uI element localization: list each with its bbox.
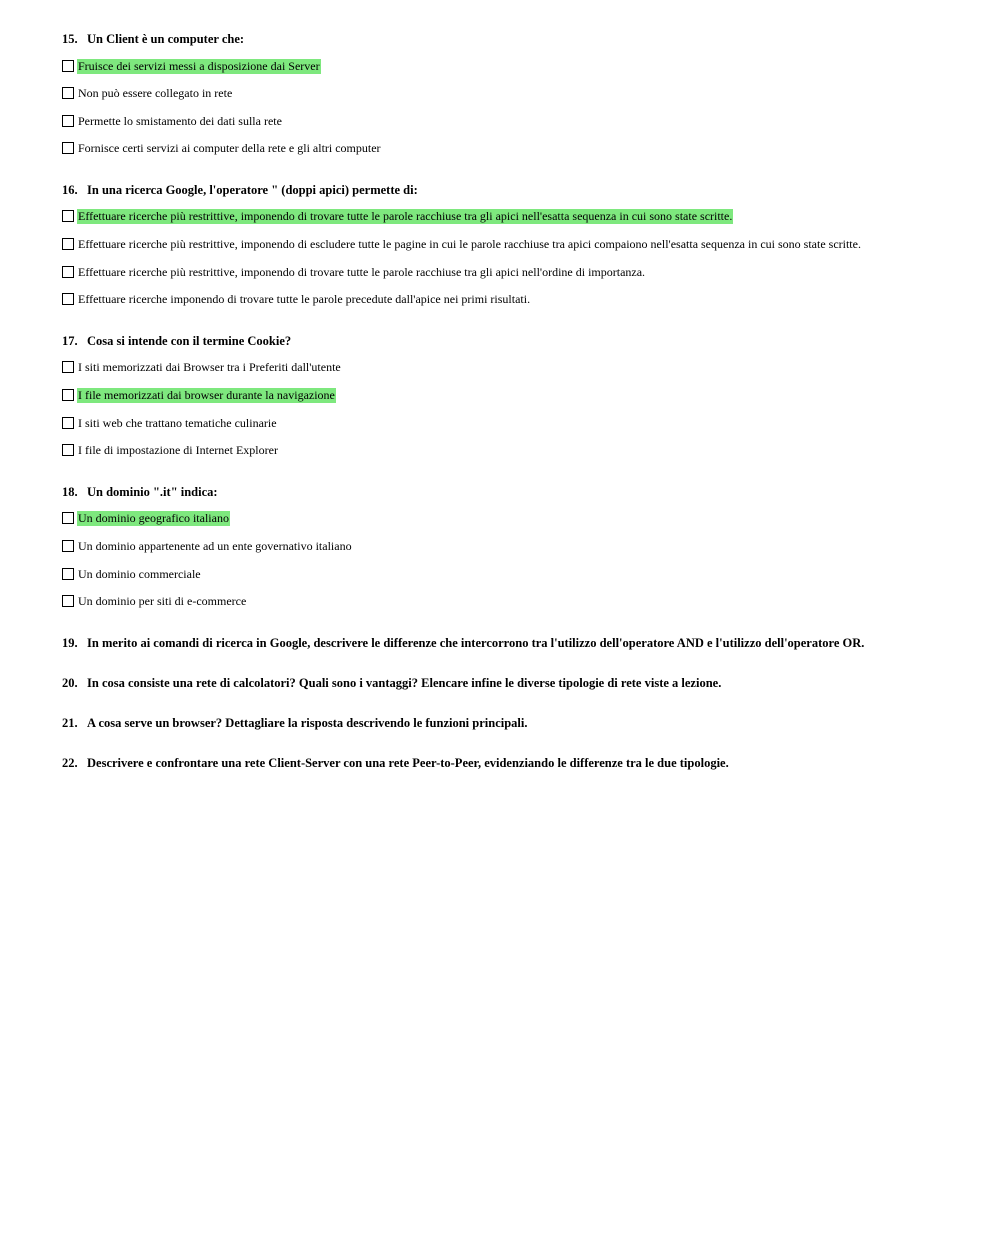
highlighted-answer-text: Effettuare ricerche più restrittive, imponendo di trovare tutte le parole racchiuse tra gli apici nell'esatta sequenza in cui sono state scritte. (78, 208, 733, 223)
answer-checkbox[interactable] (62, 444, 74, 456)
answer-option[interactable] (62, 291, 531, 307)
question-text: Cosa si intende con il termine Cookie? (87, 334, 292, 348)
answer-option[interactable] (62, 566, 202, 582)
question-text: Un dominio ".it" indica: (87, 485, 218, 499)
question-number: 19. (62, 636, 78, 650)
answer-text: I siti memorizzati dai Browser tra i Preferiti dall'utente (78, 359, 341, 374)
answer-text: Non può essere collegato in rete (78, 85, 233, 100)
question-number: 20. (62, 676, 78, 690)
answer-option[interactable] (62, 140, 382, 156)
answer-checkbox[interactable] (62, 540, 74, 552)
question-21-title (62, 715, 528, 731)
question-18-title (62, 484, 218, 500)
question-text: In merito ai comandi di ricerca in Google, descrivere le differenze che intercorrono tra l'utilizzo dell'operatore AND e l'utilizzo dell'operatore OR. (87, 636, 865, 650)
answer-option[interactable] (62, 85, 233, 101)
answer-text: I siti web che trattano tematiche culinarie (78, 415, 277, 430)
answer-text: Effettuare ricerche più restrittive, imponendo di escludere tutte le pagine in cui le parole racchiuse tra apici compaiono nell'esatta sequenza in cui sono state scritte. (78, 236, 861, 251)
question-text: In cosa consiste una rete di calcolatori? Quali sono i vantaggi? Elencare infine le diverse tipologie di rete viste a lezione. (87, 676, 722, 690)
answer-option[interactable] (62, 208, 733, 224)
answer-checkbox[interactable] (62, 238, 74, 250)
question-16-title (62, 182, 418, 198)
question-15-title (62, 31, 244, 47)
answer-checkbox[interactable] (62, 266, 74, 278)
highlighted-answer-text: Un dominio geografico italiano (78, 510, 229, 525)
answer-text: Un dominio commerciale (78, 566, 201, 581)
answer-option[interactable] (62, 236, 862, 252)
answer-checkbox[interactable] (62, 115, 74, 127)
question-text: Descrivere e confrontare una rete Client-Server con una rete Peer-to-Peer, evidenziando le differenze tra le due tipologie. (87, 756, 729, 770)
answer-text: I file di impostazione di Internet Explorer (78, 442, 278, 457)
answer-checkbox[interactable] (62, 60, 74, 72)
answer-checkbox[interactable] (62, 568, 74, 580)
question-number: 21. (62, 716, 78, 730)
answer-option[interactable] (62, 387, 336, 403)
answer-option[interactable] (62, 510, 230, 526)
question-number: 16. (62, 183, 78, 197)
answer-option[interactable] (62, 359, 342, 375)
answer-checkbox[interactable] (62, 210, 74, 222)
answer-checkbox[interactable] (62, 87, 74, 99)
answer-checkbox[interactable] (62, 512, 74, 524)
answer-option[interactable] (62, 415, 278, 431)
question-number: 17. (62, 334, 78, 348)
answer-text: Effettuare ricerche più restrittive, imponendo di trovare tutte le parole racchiuse tra gli apici nell'ordine di importanza. (78, 264, 646, 279)
answer-checkbox[interactable] (62, 293, 74, 305)
question-19-title (62, 635, 864, 651)
answer-option[interactable] (62, 538, 353, 554)
answer-option[interactable] (62, 58, 321, 74)
highlighted-answer-text: I file memorizzati dai browser durante la navigazione (78, 387, 335, 402)
question-number: 18. (62, 485, 78, 499)
answer-option[interactable] (62, 264, 646, 280)
question-text: A cosa serve un browser? Dettagliare la risposta descrivendo le funzioni principali. (87, 716, 528, 730)
question-number: 15. (62, 32, 78, 46)
answer-text: Un dominio per siti di e-commerce (78, 593, 247, 608)
answer-text: Fornisce certi servizi ai computer della rete e gli altri computer (78, 140, 381, 155)
answer-text: Permette lo smistamento dei dati sulla rete (78, 113, 282, 128)
question-text: In una ricerca Google, l'operatore " (doppi apici) permette di: (87, 183, 418, 197)
answer-checkbox[interactable] (62, 417, 74, 429)
answer-option[interactable] (62, 442, 279, 458)
question-17-title (62, 333, 291, 349)
answer-checkbox[interactable] (62, 389, 74, 401)
highlighted-answer-text: Fruisce dei servizi messi a disposizione dai Server (78, 58, 320, 73)
answer-text: Un dominio appartenente ad un ente governativo italiano (78, 538, 352, 553)
question-22-title (62, 755, 729, 771)
question-number: 22. (62, 756, 78, 770)
answer-checkbox[interactable] (62, 142, 74, 154)
answer-option[interactable] (62, 593, 247, 609)
answer-checkbox[interactable] (62, 361, 74, 373)
answer-text: Effettuare ricerche imponendo di trovare tutte le parole precedute dall'apice nei primi risultati. (78, 291, 531, 306)
answer-checkbox[interactable] (62, 595, 74, 607)
question-20-title (62, 675, 721, 691)
answer-option[interactable] (62, 113, 283, 129)
question-text: Un Client è un computer che: (87, 32, 245, 46)
